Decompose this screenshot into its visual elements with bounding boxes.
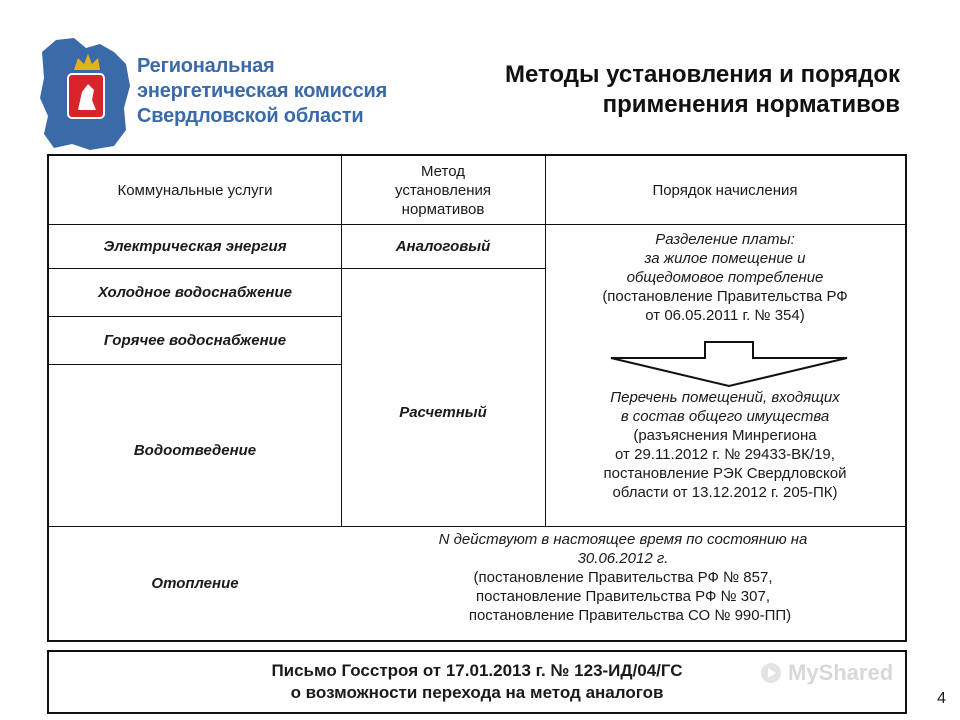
- title-line-1: Методы установления и порядок: [504, 61, 900, 88]
- watermark-play-icon: [760, 662, 782, 684]
- org-line-1: Региональная: [137, 55, 275, 77]
- note-line-1: Письмо Госстроя от 17.01.2013 г. № 123-ИД/04/ГС: [271, 661, 683, 680]
- order-lower-text: Перечень помещений, входящих в состав общего имущества (разъяснения Минрегиона от 29.11.2012 г. № 29433-ВК/19, постановление РЭК Свердловской области от 13.12.2012 г. 205-ПК): [603, 389, 847, 501]
- header-method: Метод установления нормативов: [394, 162, 491, 218]
- down-arrow-icon: [609, 340, 849, 388]
- organization-name: [137, 54, 387, 129]
- order-upper-text: Разделение платы: за жилое помещение и общедомовое потребление (постановление Правительства РФ от 06.05.2011 г. № 354): [602, 231, 848, 324]
- heating-note: N действуют в настоящее время по состоянию на 30.06.2012 г. (постановление Правительства РФ № 857, постановление Правительства РФ № 307, постановление Правительства СО № 990-ПП): [438, 531, 808, 624]
- norms-table: [47, 154, 907, 642]
- header-order: Порядок начисления: [652, 181, 798, 199]
- service-electricity: Электрическая энергия: [103, 237, 287, 255]
- watermark: [760, 660, 893, 686]
- org-line-2: энергетическая комиссия: [137, 80, 388, 102]
- note-line-2: о возможности перехода на метод аналогов: [290, 683, 664, 702]
- title-line-2: применения нормативов: [602, 91, 900, 118]
- region-emblem-logo: [34, 34, 134, 154]
- service-heating: Отопление: [151, 574, 239, 592]
- service-sewerage: Водоотведение: [133, 441, 257, 459]
- service-hot-water: Горячее водоснабжение: [103, 331, 287, 349]
- method-analog: Аналоговый: [395, 237, 491, 255]
- page-number: 4: [937, 690, 946, 707]
- service-cold-water: Холодное водоснабжение: [98, 283, 292, 301]
- page-title: [380, 60, 900, 120]
- header-services: Коммунальные услуги: [117, 181, 273, 199]
- org-line-3: Свердловской области: [137, 105, 364, 127]
- method-calculated: Расчетный: [399, 403, 487, 421]
- watermark-text: MyShared: [788, 660, 894, 685]
